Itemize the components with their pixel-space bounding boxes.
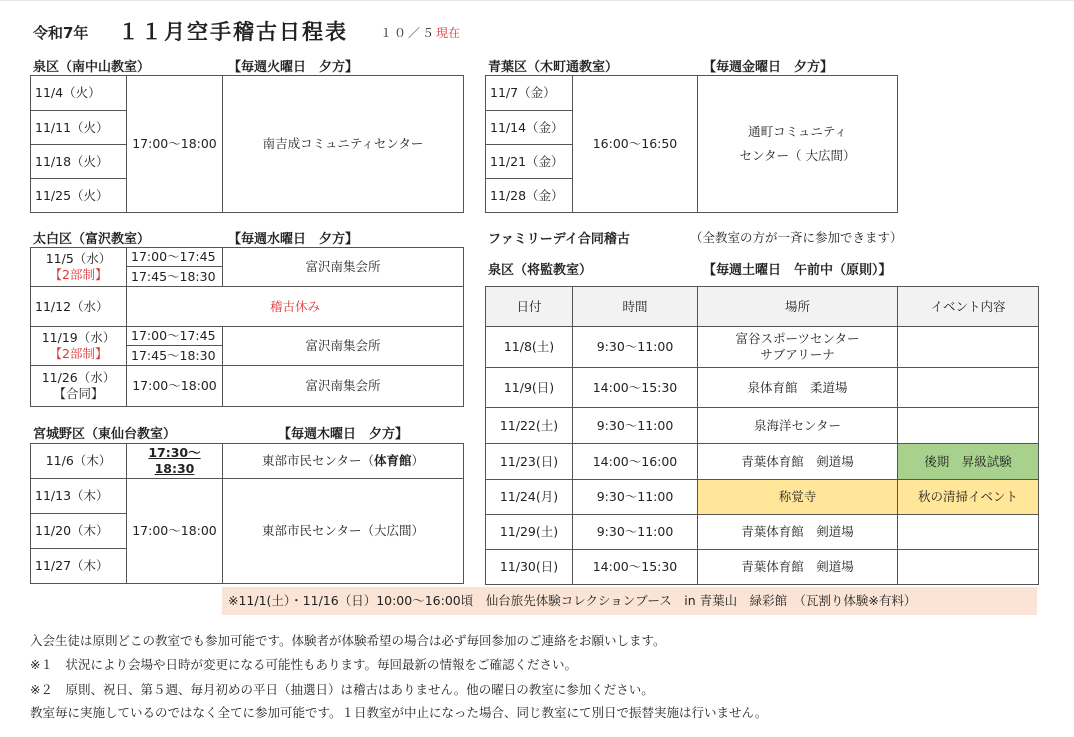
table-cell-place: 富沢南集会所: [223, 248, 464, 287]
table-cell-date: [31, 327, 127, 366]
table-cell-place: [698, 327, 898, 368]
as-of-date: [380, 24, 460, 41]
table-cell-time: 14:00〜16:00: [573, 444, 698, 480]
table-cell-date: 11/12（水）: [31, 287, 127, 327]
table-cell-date: 11/20（木）: [31, 514, 127, 549]
session-type: 【2部制】: [49, 346, 108, 361]
table-cell-time: 9:30〜11:00: [573, 480, 698, 515]
higashisendai-heading: 宮城野区（東仙台教室）: [33, 427, 177, 442]
table-row: [486, 408, 1039, 444]
date-text: 11/5（水）: [45, 251, 112, 266]
tomizawa-heading: 太白区（富沢教室）: [33, 232, 151, 247]
tomizawa-note: 【毎週水曜日 夕方】: [228, 232, 359, 247]
as-of-date-value: １０／５: [380, 26, 437, 40]
table-cell-date: [31, 248, 127, 287]
table-cell-place: 青葉体育館 剣道場: [698, 444, 898, 480]
column-header: 場所: [698, 287, 898, 327]
table-cell-date: 11/4（火）: [31, 76, 127, 111]
column-header: 日付: [486, 287, 573, 327]
table-cell-date: [31, 366, 127, 407]
table-cell-place: 泉体育館 柔道場: [698, 368, 898, 408]
table-cell-date: 11/24(月): [486, 480, 573, 515]
table-cell-place: 称覚寺: [698, 480, 898, 515]
table-cell-event: [898, 368, 1039, 408]
table-cell-time: 9:30〜11:00: [573, 327, 698, 368]
shogen-heading: 泉区（将監教室）: [488, 263, 593, 278]
table-cell-time: 9:30〜11:00: [573, 515, 698, 550]
place-prefix: 東部市民センター（: [261, 453, 374, 468]
table-cell-time: 16:00〜16:50: [573, 76, 698, 213]
event-banner: ※11/1(土）・11/16（日）10:00〜16:00頃 仙台旅先体験コレクションブース in 青葉山 緑彩館 （瓦割り体験※有料）: [222, 587, 1037, 615]
era-label: 令和7年: [33, 24, 89, 42]
table-row: [486, 327, 1039, 368]
as-of-date-suffix: 現在: [436, 26, 461, 40]
table-cell-date: 11/28（金）: [486, 179, 573, 213]
table-cell-event: [898, 327, 1039, 368]
table-cell-time: 9:30〜11:00: [573, 408, 698, 444]
table-row: [486, 515, 1039, 550]
table-cell-date: 11/21（金）: [486, 145, 573, 179]
column-header: イベント内容: [898, 287, 1039, 327]
table-cell-date: 11/8(土): [486, 327, 573, 368]
table-cell-date: 11/18（火）: [31, 145, 127, 179]
table-cell-date: 11/14（金）: [486, 111, 573, 145]
minaminakayama-heading: 泉区（南中山教室）: [33, 60, 151, 75]
date-text: 11/19（水）: [41, 330, 116, 345]
table-cell-place: 富沢南集会所: [223, 327, 464, 366]
table-row: [486, 550, 1039, 585]
page-title: １１月空手稽古日程表: [118, 20, 348, 44]
table-row: [486, 480, 1039, 515]
event-grading-exam: 後期 昇級試験: [898, 444, 1039, 480]
table-cell-time: 17:00〜17:45: [127, 327, 223, 346]
footer-note-3: ※２ 原則、祝日、第５週、毎月初めの平日（抽選日）は稽古はありません。他の曜日の教室に参加ください。: [30, 682, 654, 697]
table-cell-time: 14:00〜15:30: [573, 368, 698, 408]
place-line-1: 富谷スポーツセンター: [735, 331, 860, 346]
footer-note-2: ※１ 状況により会場や日時が変更になる可能性もあります。毎回最新の情報をご確認ください。: [30, 657, 577, 672]
table-cell-time: 17:00〜18:00: [127, 479, 223, 584]
table-cell-date: 11/27（木）: [31, 549, 127, 584]
event-cleaning: 秋の清掃イベント: [898, 480, 1039, 515]
table-cell-date: 11/22(土): [486, 408, 573, 444]
family-day-heading: ファミリーデイ合同稽古: [488, 232, 630, 247]
kimachi-table: [485, 75, 898, 213]
place-line-1: 通町コミュニティ: [748, 124, 847, 139]
table-cell-date: 11/29(土): [486, 515, 573, 550]
rest-day-label: 稽古休み: [127, 287, 464, 327]
table-cell-time: 17:45〜18:30: [127, 267, 223, 287]
table-cell-event: [898, 408, 1039, 444]
shogen-note: 【毎週土曜日 午前中（原則）】: [703, 263, 892, 278]
table-cell-place: 東部市民センター（大広間）: [223, 479, 464, 584]
place-line-2: センター（ 大広間）: [739, 148, 856, 163]
table-cell-date: 11/30(日): [486, 550, 573, 585]
table-cell-place: 富沢南集会所: [223, 366, 464, 407]
table-cell-event: [898, 515, 1039, 550]
table-cell-date: 11/6（木）: [31, 444, 127, 479]
minaminakayama-note: 【毎週火曜日 夕方】: [228, 60, 359, 75]
table-cell-time: 17:00〜17:45: [127, 248, 223, 267]
place-line-2: サブアリーナ: [760, 347, 835, 362]
column-header: 時間: [573, 287, 698, 327]
table-cell-date: 11/7（金）: [486, 76, 573, 111]
table-cell-place: 南吉成コミュニティセンター: [223, 76, 464, 213]
table-cell-place: 青葉体育館 剣道場: [698, 550, 898, 585]
table-cell-time: 17:30〜18:30: [127, 444, 223, 479]
date-text: 11/26（水）: [41, 370, 116, 385]
table-cell-place: [698, 76, 898, 213]
session-type: 【2部制】: [49, 267, 108, 282]
footer-note-1: 入会生徒は原則どこの教室でも参加可能です。体験者が体験希望の場合は必ず毎回参加のご連絡をお願いします。: [30, 633, 666, 648]
table-cell-place: 青葉体育館 剣道場: [698, 515, 898, 550]
top-divider: [0, 0, 1074, 1]
family-day-note: （全教室の方が一斉に参加できます）: [690, 230, 903, 245]
kimachi-note: 【毎週金曜日 夕方】: [703, 60, 834, 75]
place-suffix: ）: [411, 453, 425, 468]
table-cell-time: 17:00〜18:00: [127, 76, 223, 213]
table-cell-event: [898, 550, 1039, 585]
table-cell-date: 11/9(日): [486, 368, 573, 408]
table-cell-date: 11/13（木）: [31, 479, 127, 514]
table-cell-time: 17:00〜18:00: [127, 366, 223, 407]
place-bold: 体育館: [373, 453, 412, 468]
kimachi-heading: 青葉区（木町通教室）: [488, 60, 619, 75]
shogen-table: [485, 286, 1039, 585]
table-row: [486, 368, 1039, 408]
table-cell-time: 17:45〜18:30: [127, 346, 223, 366]
table-cell-date: 11/23(日): [486, 444, 573, 480]
table-cell-date: 11/11（火）: [31, 111, 127, 145]
higashisendai-note: 【毎週木曜日 夕方】: [278, 427, 409, 442]
table-cell-place: [223, 444, 464, 479]
higashisendai-table: [30, 443, 464, 584]
minaminakayama-table: [30, 75, 464, 213]
session-type: 【合同】: [53, 386, 104, 401]
table-cell-place: 泉海洋センター: [698, 408, 898, 444]
footer-note-4: 教室毎に実施しているのではなく全てに参加可能です。１日教室が中止になった場合、同じ教室にて別日で振替実施は行いません。: [30, 705, 768, 720]
tomizawa-table: [30, 247, 464, 407]
table-cell-time: 14:00〜15:30: [573, 550, 698, 585]
table-row: [486, 444, 1039, 480]
table-cell-date: 11/25（火）: [31, 179, 127, 213]
